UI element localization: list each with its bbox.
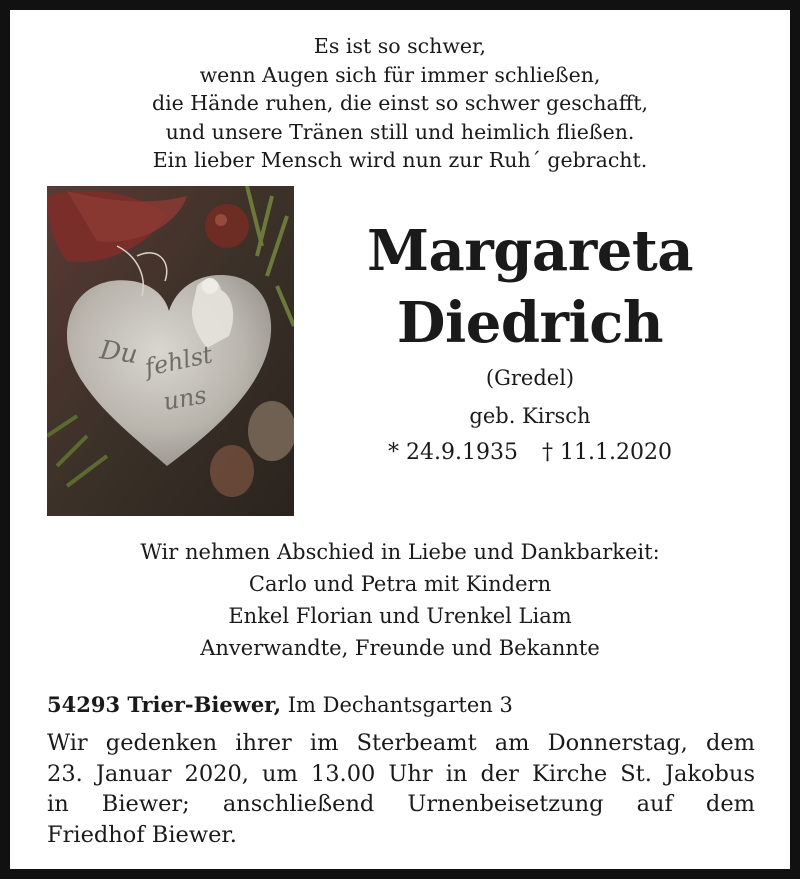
memorial-photo [47, 186, 294, 516]
service-line: Friedhof Biewer. [47, 821, 237, 848]
life-dates [330, 440, 730, 465]
address-city: 54293 Trier-Biewer, [47, 692, 282, 717]
service-line: Wir gedenken ihrer im Sterbeamt am Donnerstag, dem [47, 730, 755, 756]
heart-text-fehlst: fehlst [142, 340, 215, 382]
mourner-line: Anverwandte, Freunde und Bekannte [200, 636, 600, 660]
address-street: Im Dechantsgarten 3 [287, 693, 513, 717]
heart-text-du: Du [98, 335, 140, 371]
poem-line: und unsere Tränen still und heimlich fließen. [165, 119, 635, 144]
address [47, 692, 513, 717]
farewell-intro: Wir nehmen Abschied in Liebe und Dankbarkeit: [140, 540, 660, 564]
deceased-first-name: Margareta [366, 218, 693, 284]
farewell-block [0, 536, 800, 664]
heart-text-uns: uns [161, 380, 209, 416]
birth-date: * 24.9.1935 [388, 440, 518, 465]
death-date: † 11.1.2020 [542, 440, 672, 465]
deceased-nickname: (Gredel) [485, 366, 575, 390]
poem-line: Es ist so schwer, [313, 34, 487, 58]
deceased-last-name: Diedrich [396, 290, 664, 356]
poem [0, 32, 800, 175]
poem-line: die Hände ruhen, die einst so schwer geschafft, [151, 91, 649, 116]
poem-line: wenn Augen sich für immer schließen, [199, 62, 601, 87]
deceased-maiden-name: geb. Kirsch [469, 404, 591, 428]
mourner-line: Enkel Florian und Urenkel Liam [228, 604, 572, 628]
service-info [47, 728, 755, 850]
poem-line: Ein lieber Mensch wird nun zur Ruh´ gebracht. [152, 148, 648, 173]
service-line: in Biewer; anschließend Urnenbeisetzung auf dem [47, 791, 755, 817]
heart-stone-image [47, 186, 294, 516]
mourner-line: Carlo und Petra mit Kindern [248, 572, 552, 596]
service-line: 23. Januar 2020, um 13.00 Uhr in der Kirche St. Jakobus [47, 760, 755, 787]
